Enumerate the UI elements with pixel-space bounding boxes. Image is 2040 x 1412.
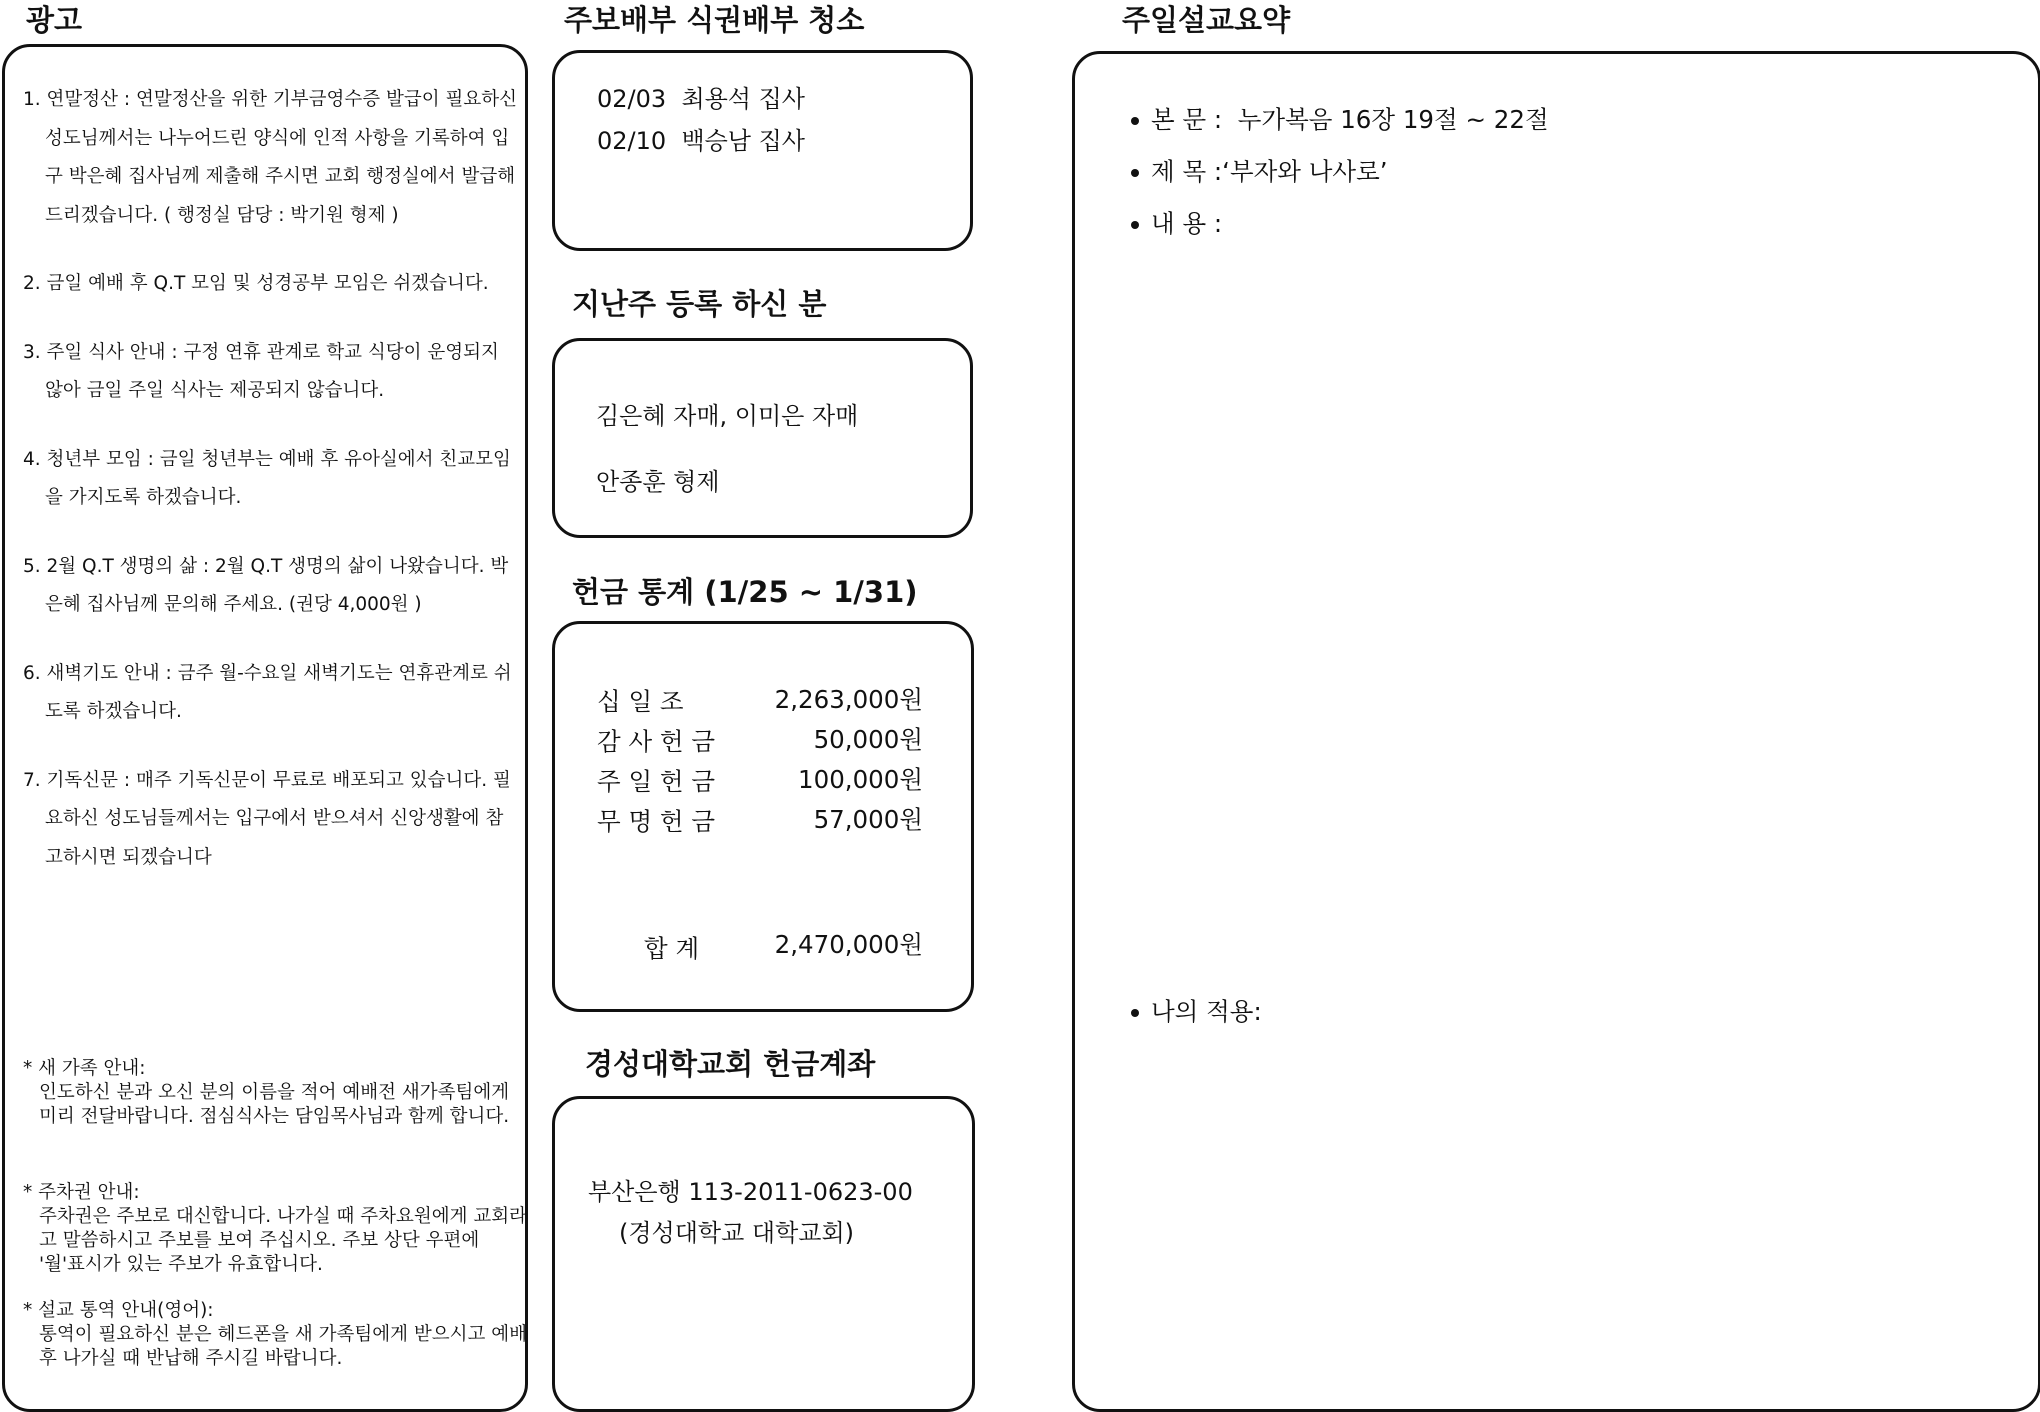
sermon-application-label: 나의 적용: — [1151, 997, 1262, 1026]
offering-amount: 57,000원 — [813, 805, 923, 834]
announcement-item: 6. 새벽기도 안내 : 금주 월-수요일 새벽기도는 연휴관계로 쉬도록 하겠습니다. — [23, 662, 512, 722]
bullet-icon — [1131, 169, 1139, 177]
registered-box — [552, 338, 973, 538]
notice-head: * 새 가족 안내: — [23, 1058, 146, 1079]
sermon-content-row — [1131, 205, 1222, 240]
duty-date: 02/10 — [597, 127, 667, 155]
sermon-title-value: ‘부자와 나사로’ — [1222, 157, 1388, 186]
registered-line: 김은혜 자매, 이미은 자매 — [596, 402, 859, 430]
duty-box — [552, 50, 973, 251]
notice-body: 통역이 필요하신 분은 헤드폰을 새 가족팀에게 받으시고 예배 후 나가실 때 반납해 주시길 바랍니다. — [39, 1324, 527, 1369]
offering-amount: 2,263,000원 — [774, 685, 923, 714]
sermon-text-label: 본 문 : — [1151, 105, 1223, 134]
offering-label: 주 일 헌 금 — [597, 767, 716, 796]
bullet-icon — [1131, 117, 1139, 125]
offering-total-label: 합 계 — [644, 934, 700, 963]
offering-heading: 헌금 통계 (1/25 ~ 1/31) — [572, 575, 918, 609]
duty-date: 02/03 — [597, 85, 667, 113]
notice-head: * 설교 통역 안내(영어): — [23, 1300, 214, 1321]
sermon-text-value: 누가복음 16장 19절 ~ 22절 — [1237, 105, 1549, 134]
ads-heading: 광고 — [26, 3, 83, 37]
bullet-icon — [1131, 221, 1139, 229]
duty-name: 백승남 집사 — [681, 127, 805, 155]
sermon-text-row — [1131, 101, 1549, 136]
announcement-item: 1. 연말정산 : 연말정산을 위한 기부금영수증 발급이 필요하신 성도님께서는 나누어드린 양식에 인적 사항을 기록하여 입구 박은혜 집사님께 제출해 주시면 교회 행정실에서 발급해 드리겠습니다. ( 행정실 담당 : 박기원 형제 ) — [23, 89, 517, 226]
offering-label: 무 명 헌 금 — [597, 807, 716, 836]
offering-total-amount: 2,470,000원 — [774, 930, 923, 959]
sermon-application-row — [1131, 993, 1262, 1028]
announcement-item: 7. 기독신문 : 매주 기독신문이 무료로 배포되고 있습니다. 필요하신 성도님들께서는 입구에서 받으셔서 신앙생활에 참고하시면 되겠습니다 — [23, 769, 511, 868]
offering-label: 십 일 조 — [597, 687, 684, 716]
sermon-box — [1072, 51, 2040, 1412]
account-bank: 부산은행 113-2011-0623-00 — [588, 1178, 913, 1206]
announcement-item: 2. 금일 예배 후 Q.T 모임 및 성경공부 모임은 쉬겠습니다. — [23, 273, 489, 294]
notice-interpretation — [23, 1299, 528, 1371]
duty-row — [597, 121, 805, 156]
duty-row — [597, 79, 805, 114]
offering-box — [552, 621, 974, 1012]
notice-head: * 주차권 안내: — [23, 1182, 140, 1203]
announcement-item: 3. 주일 식사 안내 : 구정 연휴 관계로 학교 식당이 운영되지 않아 금일 주일 식사는 제공되지 않습니다. — [23, 341, 499, 401]
account-holder: (경성대학교 대학교회) — [619, 1219, 855, 1247]
registered-line: 안종훈 형제 — [596, 468, 720, 496]
notice-new-family — [23, 1057, 528, 1129]
duty-heading: 주보배부 식권배부 청소 — [564, 3, 865, 37]
announcement-list — [23, 81, 518, 877]
offering-amount: 100,000원 — [798, 765, 923, 794]
sermon-heading: 주일설교요약 — [1122, 3, 1291, 37]
announcement-item: 4. 청년부 모임 : 금일 청년부는 예배 후 유아실에서 친교모임을 가지도록 하겠습니다. — [23, 448, 511, 508]
registered-heading: 지난주 등록 하신 분 — [572, 287, 827, 321]
announcement-item: 5. 2월 Q.T 생명의 삶 : 2월 Q.T 생명의 삶이 나왔습니다. 박은혜 집사님께 문의해 주세요. (권당 4,000원 ) — [23, 555, 509, 615]
account-heading: 경성대학교회 헌금계좌 — [585, 1047, 876, 1081]
notice-parking — [23, 1181, 528, 1277]
sermon-title-label: 제 목 : — [1151, 157, 1223, 186]
offering-amount: 50,000원 — [813, 725, 923, 754]
notice-body: 주차권은 주보로 대신합니다. 나가실 때 주차요원에게 교회라고 말씀하시고 주보를 보여 주십시오. 주보 상단 우편에 '월'표시가 있는 주보가 유효합니다. — [39, 1206, 527, 1275]
offering-label: 감 사 헌 금 — [597, 727, 716, 756]
notice-body: 인도하신 분과 오신 분의 이름을 적어 예배전 새가족팀에게 미리 전달바랍니다. 점심식사는 담임목사님과 함께 합니다. — [39, 1082, 510, 1127]
account-box — [552, 1096, 975, 1412]
sermon-content-label: 내 용 : — [1151, 209, 1223, 238]
ads-box — [2, 44, 528, 1412]
duty-name: 최용석 집사 — [681, 85, 805, 113]
bullet-icon — [1131, 1009, 1139, 1017]
sermon-title-row — [1131, 153, 1388, 188]
